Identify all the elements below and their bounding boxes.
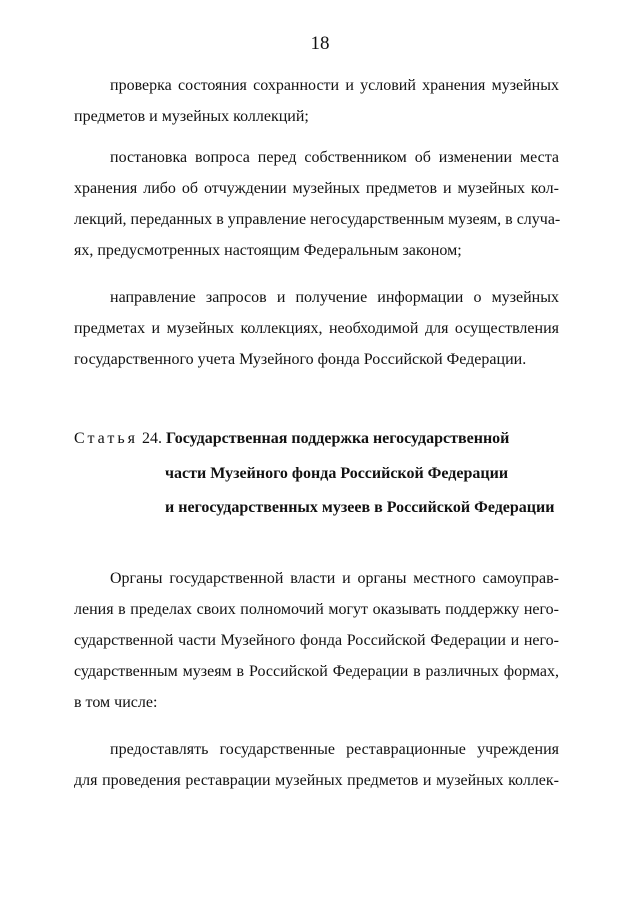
- paragraph-support-forms: [74, 563, 559, 718]
- paragraph-line: государственного учета Музейного фонда Российской Федерации.: [74, 351, 527, 368]
- paragraph-storage-check: [74, 70, 559, 132]
- paragraph-line: ления в пределах своих полномочий могут оказывать поддержку него-: [74, 601, 559, 618]
- paragraph-line: для проведения реставрации музейных предметов и музейных коллек-: [74, 772, 559, 789]
- paragraph-line: ях, предусмотренных настоящим Федеральным законом;: [74, 242, 462, 259]
- paragraph-ownership-question: [74, 142, 559, 266]
- article-lead-word: Статья: [74, 430, 138, 447]
- paragraph-restoration-institutions: [74, 734, 559, 796]
- article-heading: [74, 422, 509, 456]
- paragraph-line: постановка вопроса перед собственником об изменении места: [110, 149, 559, 166]
- paragraph-line: хранения либо об отчуждении музейных предметов и музейных кол-: [74, 180, 559, 197]
- paragraph-line: предоставлять государственные реставрационные учреждения: [110, 741, 559, 758]
- paragraph-line: сударственным музеям в Российской Федерации в различных формах,: [74, 663, 559, 680]
- paragraph-line: предметов и музейных коллекций;: [74, 108, 309, 125]
- article-title-line: и негосударственных музеев в Российской Федерации: [165, 499, 555, 516]
- paragraph-information-requests: [74, 282, 559, 375]
- article-number: 24.: [141, 430, 162, 447]
- paragraph-line: предметах и музейных коллекциях, необходимой для осуществления: [74, 320, 559, 337]
- page-number: 18: [310, 33, 330, 54]
- paragraph-line: Органы государственной власти и органы местного самоуправ-: [110, 570, 559, 587]
- paragraph-line: в том числе:: [74, 694, 158, 711]
- article-title-line: Государственная поддержка негосударственной: [165, 430, 510, 447]
- paragraph-line: проверка состояния сохранности и условий хранения музейных: [110, 77, 559, 94]
- paragraph-line: направление запросов и получение информации о музейных: [110, 289, 559, 306]
- paragraph-line: лекций, переданных в управление негосударственным музеям, в случа-: [74, 211, 561, 228]
- article-title-line: части Музейного фонда Российской Федерации: [165, 465, 509, 482]
- paragraph-line: сударственной части Музейного фонда Российской Федерации и него-: [74, 632, 559, 649]
